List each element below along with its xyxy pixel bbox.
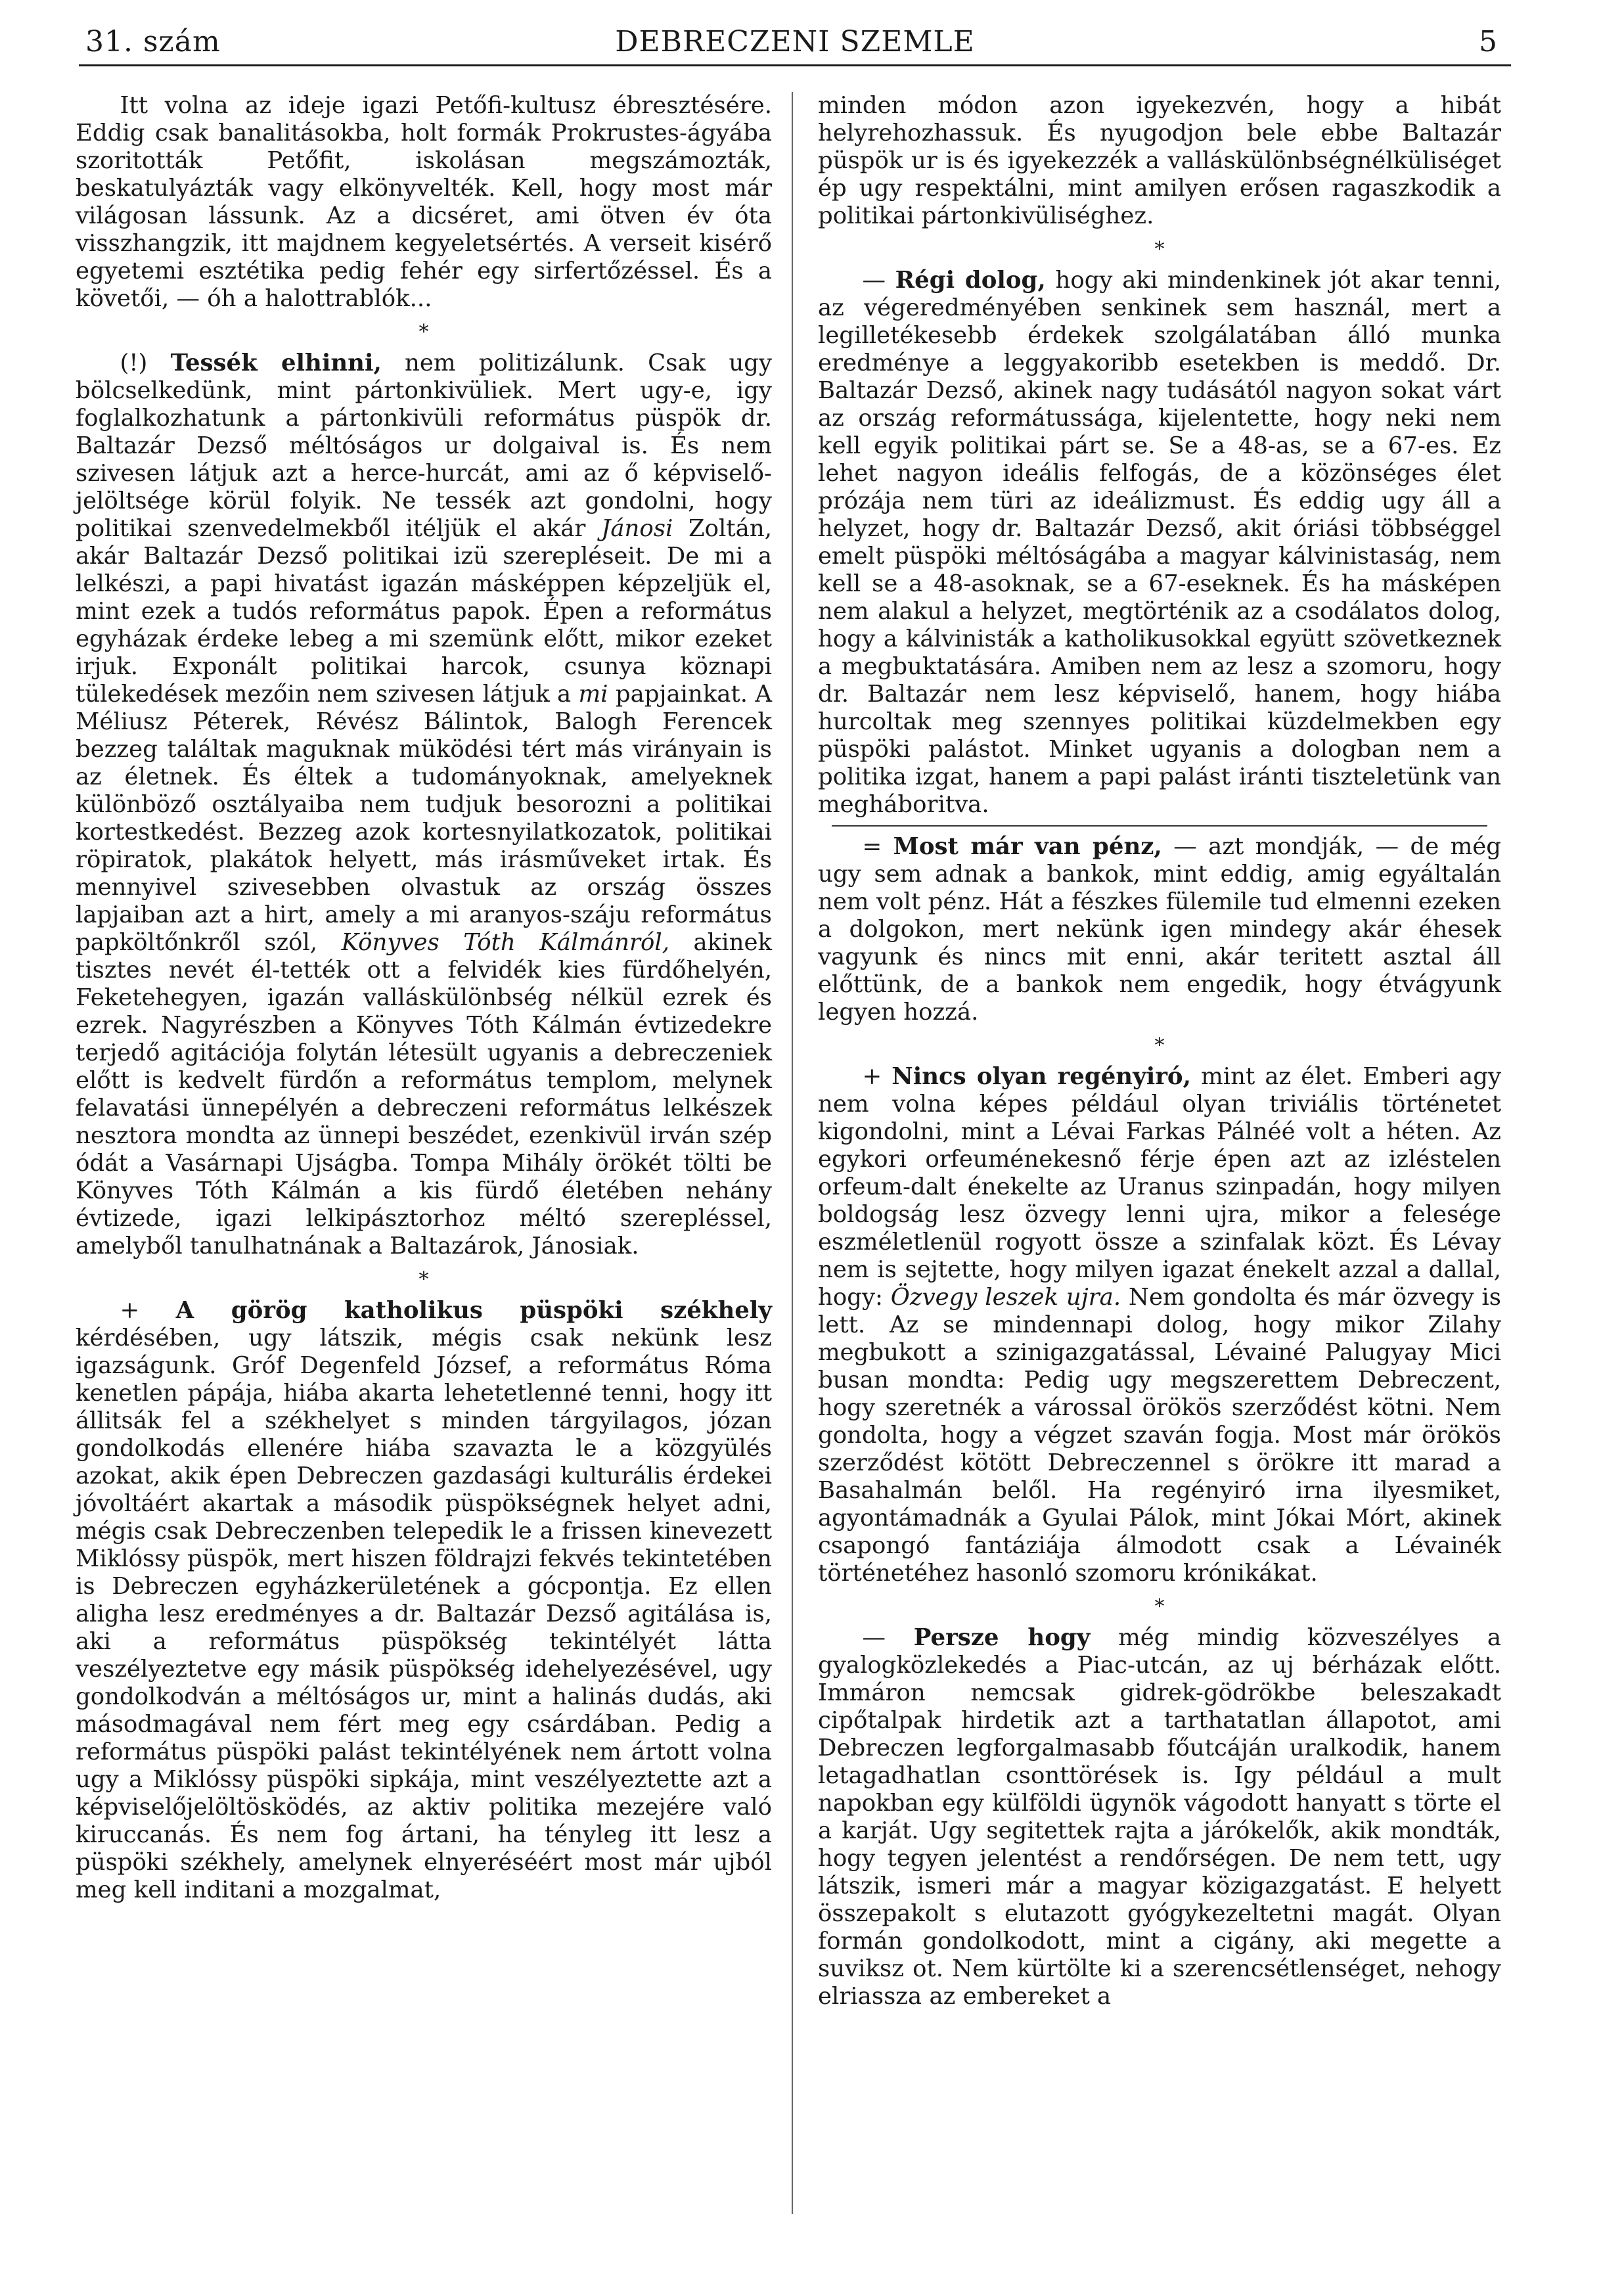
- section-separator: *: [1154, 1034, 1165, 1057]
- article-novelist: + Nincs olyan regényiró, mint az élet. Emberi agy nem volna képes például olyan triviális történetet kigondolni, mint a Lévai Farkas Pálnéé volt a héten. Az egykori orfeuménekesnő férje épen azt az izléstelen orfeum-dalt énekelte az Uranus szinpadán, hogy milyen boldogság lesz özvegy lenni ujra, mikor a felesége eszméletlenül rogyott össze a szinfalak közt. És Lévay nem is sejtette, hogy milyen igazat énekelt azzal a dallal, hogy: Özvegy leszek ujra. Nem gondolta és már özvegy is lett. Az se mindennapi dolog, hogy mikor Zilahy megbukott a szinigazgatással, Lévainé Palugyay Mici busan mondta: Pedig ugy megszerettem Debreczent, hogy szeretnék a várossal örökös szerződést kötni. Nem gondolta, hogy a végzet szaván fogja. Most már örökös szerződést kötött Debreczennel s örökre itt marad a Basahalmán belől. Ha regényiró irna ilyesmiket, agyontámadnák a Gyulai Pálok, mint Jókai Mórt, akinek csapongó fantáziája álmodott csak a Lévainék történetéhez hasonló szomoru krónikákat.: [818, 1063, 1501, 1587]
- article-petofi-cult: Itt volna az ideje igazi Petőfi-kultusz ébresztésére. Eddig csak banalitásokba, holt formák Prokrustes-ágyába szoritották Petőfit, iskolásan megszámozták, beskatulyázták vagy elkönyvelték. Kell, hogy most már világosan lássunk. Az a dicséret, ami ötven év óta visszhangzik, itt majdnem kegyeletsértés. A verseit kisérő egyetemi esztétika pedig fehér egy sirfertőzéssel. És a követői, — óh a halottrablók...: [76, 92, 772, 312]
- article-politics: (!) Tessék elhinni, nem politizálunk. Csak ugy bölcselkedünk, mint pártonkivüliek. Mert ugy-e, igy foglalkozhatunk a pártonkivüli református püspök dr. Baltazár Dezső méltóságos ur dolgaival is. És nem szivesen látjuk azt a herce-hurcát, ami az ő képviselő-jelöltsége körül folyik. Ne tessék azt gondolni, hogy politikai szenvedelmekből itéljük el akár Jánosi Zoltán, akár Baltazár Dezső politikai izü szerepléseit. De mi a lelkészi, a papi hivatást igazán másképpen képzeljük el, mint ezek a tudós református papok. Épen a református egyházak érdeke lebeg a mi szemünk előtt, mikor ezeket irjuk. Exponált politikai harcok, csunya köznapi tülekedések mezőin nem szivesen látjuk a mi papjainkat. A Méliusz Péterek, Révész Bálintok, Balogh Ferencek bezzeg találtak maguknak müködési tért más virányain is az életnek. És éltek a tudományoknak, amelyeknek különböző osztályaiba nem tudjuk besorozni a politikai kortestkedést. Bezzeg azok kortesnyilatkozatok, politikai röpiratok, plakátok helyett, más irásműveket irtak. És mennyivel szivesebben olvastuk az ország összes lapjaiban azt a hirt, amely a mi aranyos-száju református papköltőnkről szól, Könyves Tóth Kálmánról, akinek tisztes nevét él-tették ott a felvidék kies fürdőhelyén, Feketehegyen, igazán valláskülönbség nélkül ezrek és ezrek. Nagyrészben a Könyves Tóth Kálmán évtizedekre terjedő agitációja folytán létesült ugyanis a debreczeniek előtt is kedvelt fürdőn a református templom, melynek felavatási ünnepélyén a debreczeni református lelkészek nesztora mondta az ünnepi beszédet, ezenkivül irván szép ódát a Vasárnapi Ujságba. Tompa Mihály örökét tölti be Könyves Tóth Kálmán a kis fürdő életében nehány évtizede, igazi lelkipásztorhoz méltó szerepléssel, amelyből tanulhatnának a Baltazárok, Jánosiak.: [76, 350, 773, 1260]
- article-continuation: minden módon azon igyekezvén, hogy a hibát helyrehozhassuk. És nyugodjon bele ebbe Baltazár püspök ur is és igyekezzék a valláskülönbségnélküliséget ép ugy respektálni, mint amilyen erősen ragaszkodik a politikai pártonkivüliséghez.: [818, 92, 1501, 229]
- page-number: 5: [1479, 25, 1498, 58]
- article-headline: Most már van pénz,: [893, 833, 1162, 860]
- section-separator: *: [1154, 1595, 1165, 1618]
- article-headline: A görög katholikus püspöki székhely: [175, 1297, 773, 1324]
- section-rule: [832, 825, 1487, 827]
- section-separator: *: [418, 321, 429, 344]
- article-headline: Régi dolog,: [895, 267, 1046, 294]
- page-header: [79, 18, 1511, 66]
- article-headline: Tessék elhinni,: [170, 350, 382, 376]
- section-separator: *: [418, 1268, 429, 1291]
- article-piac-street: — Persze hogy még mindig közveszélyes a gyalogközlekedés a Piac-utcán, az uj bérházak előtt. Immáron nemcsak gidrek-gödrökbe beleszakadt cipőtalpak hirdetik azt a tarthatatlan állapotot, ami Debreczen legforgalmasabb főutcáján uralkodik, hanem letagadhatlan csonttörések is. Igy például a mult napokban egy külföldi ügynök vágodott hanyatt s törte el a karját. Ugy segitettek rajta a járókelők, akik mondták, hogy tegyen jelentést a rendőrségen. De nem tett, ugy látszik, ismeri már a magyar közigazgatást. E helyett összepakolt s elutazott gyógykezeltetni magát. Olyan formán gondolkodott, mint a cigány, aki megette a suviksz ot. Nem kürtölte ki a szerencsétlenséget, nehogy elriassza az embereket a: [818, 1624, 1501, 2010]
- newspaper-title: DEBRECZENI SZEMLE: [615, 25, 975, 58]
- article-headline: Persze hogy: [913, 1624, 1091, 1651]
- article-greek-catholic-see: + A görög katholikus püspöki székhely kérdésében, ugy látszik, mégis csak nekünk lesz igazságunk. Gróf Degenfeld József, a református Róma kenetlen pápája, hiába akarta lehetetlenné tenni, hogy itt állitsák fel a székhelyet s minden tárgyilagos, józan gondolkodás ellenére hiába szavazta le a közgyülés azokat, akik épen Debreczen gazdasági kulturális érdekei jóvoltáért akartak a második püspökségnek helyet adni, mégis csak Debreczenben telepedik le a frissen kinevezett Miklóssy püspök, mert hiszen földrajzi fekvés tekintetében is Debreczen egyházkerületének a gócpontja. Ez ellen aligha lesz eredményes a dr. Baltazár Dezső agitálása is, aki a református püspökség tekintélyét látta veszélyeztetve egy másik püspökség idehelyezésével, ugy gondolkodván a méltóságos ur, mint a halinás dudás, aki másodmagával nem fért meg egy csárdában. Pedig a református püspöki palást tekintélyének nem ártott volna ugy a Miklóssy püspöki sipkája, mint veszélyeztette azt a képviselőjelöltösködés, az aktiv politika mezejére való kiruccanás. És nem fog ártani, ha tényleg itt lesz a püspöki székhely, amelynek elnyeréséért most már ujból meg kell inditani a mozgalmat,: [76, 1297, 773, 1903]
- article-headline: Nincs olyan regényiró,: [891, 1063, 1191, 1090]
- issue-number: 31. szám: [85, 25, 221, 58]
- section-separator: *: [1154, 238, 1165, 261]
- left-column: [76, 92, 772, 1904]
- article-old-thing: — Régi dolog, hogy aki mindenkinek jót akar tenni, az végeredményében senkinek sem használ, mert a legilletékesebb érdekek szolgálatában álló munka eredménye a leggyakoribb esetekben is meddő. Dr. Baltazár Dezső, akinek nagy tudásától nagyon sokat várt az ország reformátussága, kijelentette, hogy neki nem kell egyik politikai párt se. Se a 48-as, se a 67-es. Ez lehet nagyon ideális felfogás, de a közönséges élet prózája nem türi az ideálizmust. És eddig ugy áll a helyzet, hogy dr. Baltazár Dezső, akit óriási többséggel emelt püspöki méltóságába a magyar kálvinistaság, nem kell se a 48-asoknak, se a 67-eseknek. És ha másképen nem alakul a helyzet, megtörténik az a csodálatos dolog, hogy a kálvinisták a katholikusokkal együtt szövetkeznek a megbuktatására. Amiben nem az lesz a szomoru, hogy dr. Baltazár nem lesz képviselő, hanem, hogy hiába hurcoltak meg szennyes politikai küzdelmekben egy püspöki palástot. Minket ugyanis a dologban nem a politika izgat, hanem a papi palást iránti tiszteletünk van megháboritva.: [818, 267, 1501, 818]
- right-column: [818, 92, 1501, 2010]
- column-divider: [792, 92, 793, 2214]
- article-money: = Most már van pénz, — azt mondják, — de még ugy sem adnak a bankok, mint eddig, amig egyáltalán nem volt pénz. Hát a fészkes fülemile tud elmenni ezeken a dolgokon, mert nekünk igen mindegy akár éhesek vagyunk és nincs mit enni, akár teritett asztal áll előttünk, de a bankok nem engedik, hogy étvágyunk legyen hozzá.: [818, 833, 1502, 1026]
